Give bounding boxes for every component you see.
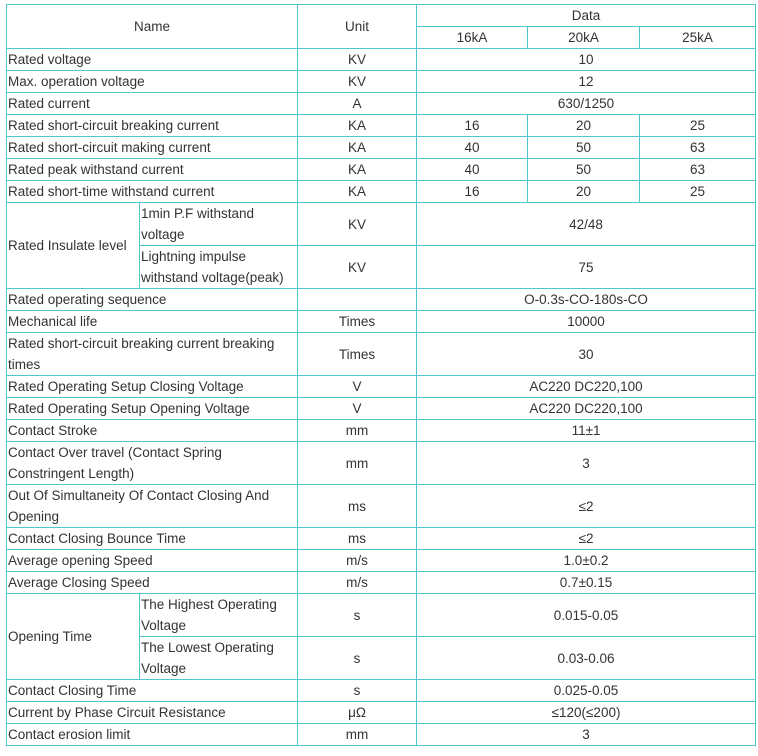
row-name: Rated operating sequence xyxy=(7,289,298,311)
row-value: 10 xyxy=(417,49,756,71)
row-value-16ka: 40 xyxy=(417,137,528,159)
row-name: Rated short-circuit breaking current breaking times xyxy=(7,333,298,376)
sub-name: Lightning impulse withstand voltage(peak) xyxy=(140,246,298,289)
row-value-25ka: 25 xyxy=(640,115,756,137)
row-value-16ka: 40 xyxy=(417,159,528,181)
row-name: Current by Phase Circuit Resistance xyxy=(7,702,298,724)
row-unit: A xyxy=(298,93,417,115)
row-name: Mechanical life xyxy=(7,311,298,333)
row-value: AC220 DC220,100 xyxy=(417,376,756,398)
row-value: 3 xyxy=(417,724,756,746)
table-row xyxy=(7,594,756,637)
row-value: 30 xyxy=(417,333,756,376)
row-value-20ka: 20 xyxy=(528,115,640,137)
table-row xyxy=(7,702,756,724)
row-unit: Times xyxy=(298,311,417,333)
table-row xyxy=(7,420,756,442)
table-row xyxy=(7,376,756,398)
data-header: Data xyxy=(417,5,756,27)
row-value: 0.03-0.06 xyxy=(417,637,756,680)
group-name: Rated Insulate level xyxy=(7,203,140,289)
row-name: Average opening Speed xyxy=(7,550,298,572)
row-value-20ka: 50 xyxy=(528,137,640,159)
row-unit: m/s xyxy=(298,550,417,572)
row-name: Rated voltage xyxy=(7,49,298,71)
group-name: Opening Time xyxy=(7,594,140,680)
row-unit: KV xyxy=(298,246,417,289)
row-value: 3 xyxy=(417,442,756,485)
row-value-25ka: 63 xyxy=(640,159,756,181)
row-value-20ka: 50 xyxy=(528,159,640,181)
row-unit: V xyxy=(298,376,417,398)
row-unit: KA xyxy=(298,181,417,203)
row-value: 0.015-0.05 xyxy=(417,594,756,637)
name-header: Name xyxy=(7,5,298,49)
table-row xyxy=(7,311,756,333)
table-row xyxy=(7,49,756,71)
rating-16ka: 16kA xyxy=(417,27,528,49)
table-row xyxy=(7,203,756,246)
row-unit: mm xyxy=(298,724,417,746)
table-row xyxy=(7,485,756,528)
row-unit: mm xyxy=(298,420,417,442)
table-row xyxy=(7,572,756,594)
row-unit: KV xyxy=(298,71,417,93)
table-row xyxy=(7,137,756,159)
row-name: Rated short-circuit breaking current xyxy=(7,115,298,137)
row-value: 10000 xyxy=(417,311,756,333)
row-name: Rated short-time withstand current xyxy=(7,181,298,203)
row-value: AC220 DC220,100 xyxy=(417,398,756,420)
row-name: Rated short-circuit making current xyxy=(7,137,298,159)
row-name: Contact Over travel (Contact Spring Constringent Length) xyxy=(7,442,298,485)
row-value: 75 xyxy=(417,246,756,289)
row-value: ≤2 xyxy=(417,528,756,550)
row-name: Rated Operating Setup Opening Voltage xyxy=(7,398,298,420)
table-row xyxy=(7,71,756,93)
header-row xyxy=(7,5,756,27)
row-unit xyxy=(298,289,417,311)
row-value-25ka: 25 xyxy=(640,181,756,203)
row-name: Contact erosion limit xyxy=(7,724,298,746)
row-value-16ka: 16 xyxy=(417,181,528,203)
table-row xyxy=(7,724,756,746)
row-name: Max. operation voltage xyxy=(7,71,298,93)
row-unit: KA xyxy=(298,137,417,159)
table-row xyxy=(7,442,756,485)
row-value: ≤120(≤200) xyxy=(417,702,756,724)
sub-name: 1min P.F withstand voltage xyxy=(140,203,298,246)
row-unit: ms xyxy=(298,485,417,528)
row-name: Average Closing Speed xyxy=(7,572,298,594)
table-row xyxy=(7,333,756,376)
row-unit: KA xyxy=(298,115,417,137)
row-value: 0.025-0.05 xyxy=(417,680,756,702)
row-name: Rated Operating Setup Closing Voltage xyxy=(7,376,298,398)
row-value: 1.0±0.2 xyxy=(417,550,756,572)
row-name: Contact Closing Bounce Time xyxy=(7,528,298,550)
row-unit: m/s xyxy=(298,572,417,594)
rating-25ka: 25kA xyxy=(640,27,756,49)
row-unit: KV xyxy=(298,49,417,71)
row-unit: mm xyxy=(298,442,417,485)
table-row xyxy=(7,528,756,550)
row-value-25ka: 63 xyxy=(640,137,756,159)
row-name: Out Of Simultaneity Of Contact Closing And Opening xyxy=(7,485,298,528)
row-value: ≤2 xyxy=(417,485,756,528)
table-row xyxy=(7,181,756,203)
table-row xyxy=(7,680,756,702)
row-unit: ms xyxy=(298,528,417,550)
row-unit: s xyxy=(298,594,417,637)
row-unit: s xyxy=(298,680,417,702)
table-row xyxy=(7,550,756,572)
sub-name: The Highest Operating Voltage xyxy=(140,594,298,637)
rating-20ka: 20kA xyxy=(528,27,640,49)
row-value: 0.7±0.15 xyxy=(417,572,756,594)
row-unit: s xyxy=(298,637,417,680)
row-unit: μΩ xyxy=(298,702,417,724)
row-name: Contact Closing Time xyxy=(7,680,298,702)
table-row xyxy=(7,93,756,115)
row-value-20ka: 20 xyxy=(528,181,640,203)
row-name: Rated current xyxy=(7,93,298,115)
spec-table xyxy=(6,4,756,746)
table-row xyxy=(7,289,756,311)
row-value: O-0.3s-CO-180s-CO xyxy=(417,289,756,311)
sub-name: The Lowest Operating Voltage xyxy=(140,637,298,680)
row-value: 42/48 xyxy=(417,203,756,246)
table-row xyxy=(7,159,756,181)
row-unit: KV xyxy=(298,203,417,246)
row-unit: KA xyxy=(298,159,417,181)
row-name: Contact Stroke xyxy=(7,420,298,442)
table-row xyxy=(7,398,756,420)
row-value: 11±1 xyxy=(417,420,756,442)
row-unit: Times xyxy=(298,333,417,376)
row-value: 630/1250 xyxy=(417,93,756,115)
row-name: Rated peak withstand current xyxy=(7,159,298,181)
table-row xyxy=(7,115,756,137)
row-value-16ka: 16 xyxy=(417,115,528,137)
row-value: 12 xyxy=(417,71,756,93)
row-unit: V xyxy=(298,398,417,420)
unit-header: Unit xyxy=(298,5,417,49)
